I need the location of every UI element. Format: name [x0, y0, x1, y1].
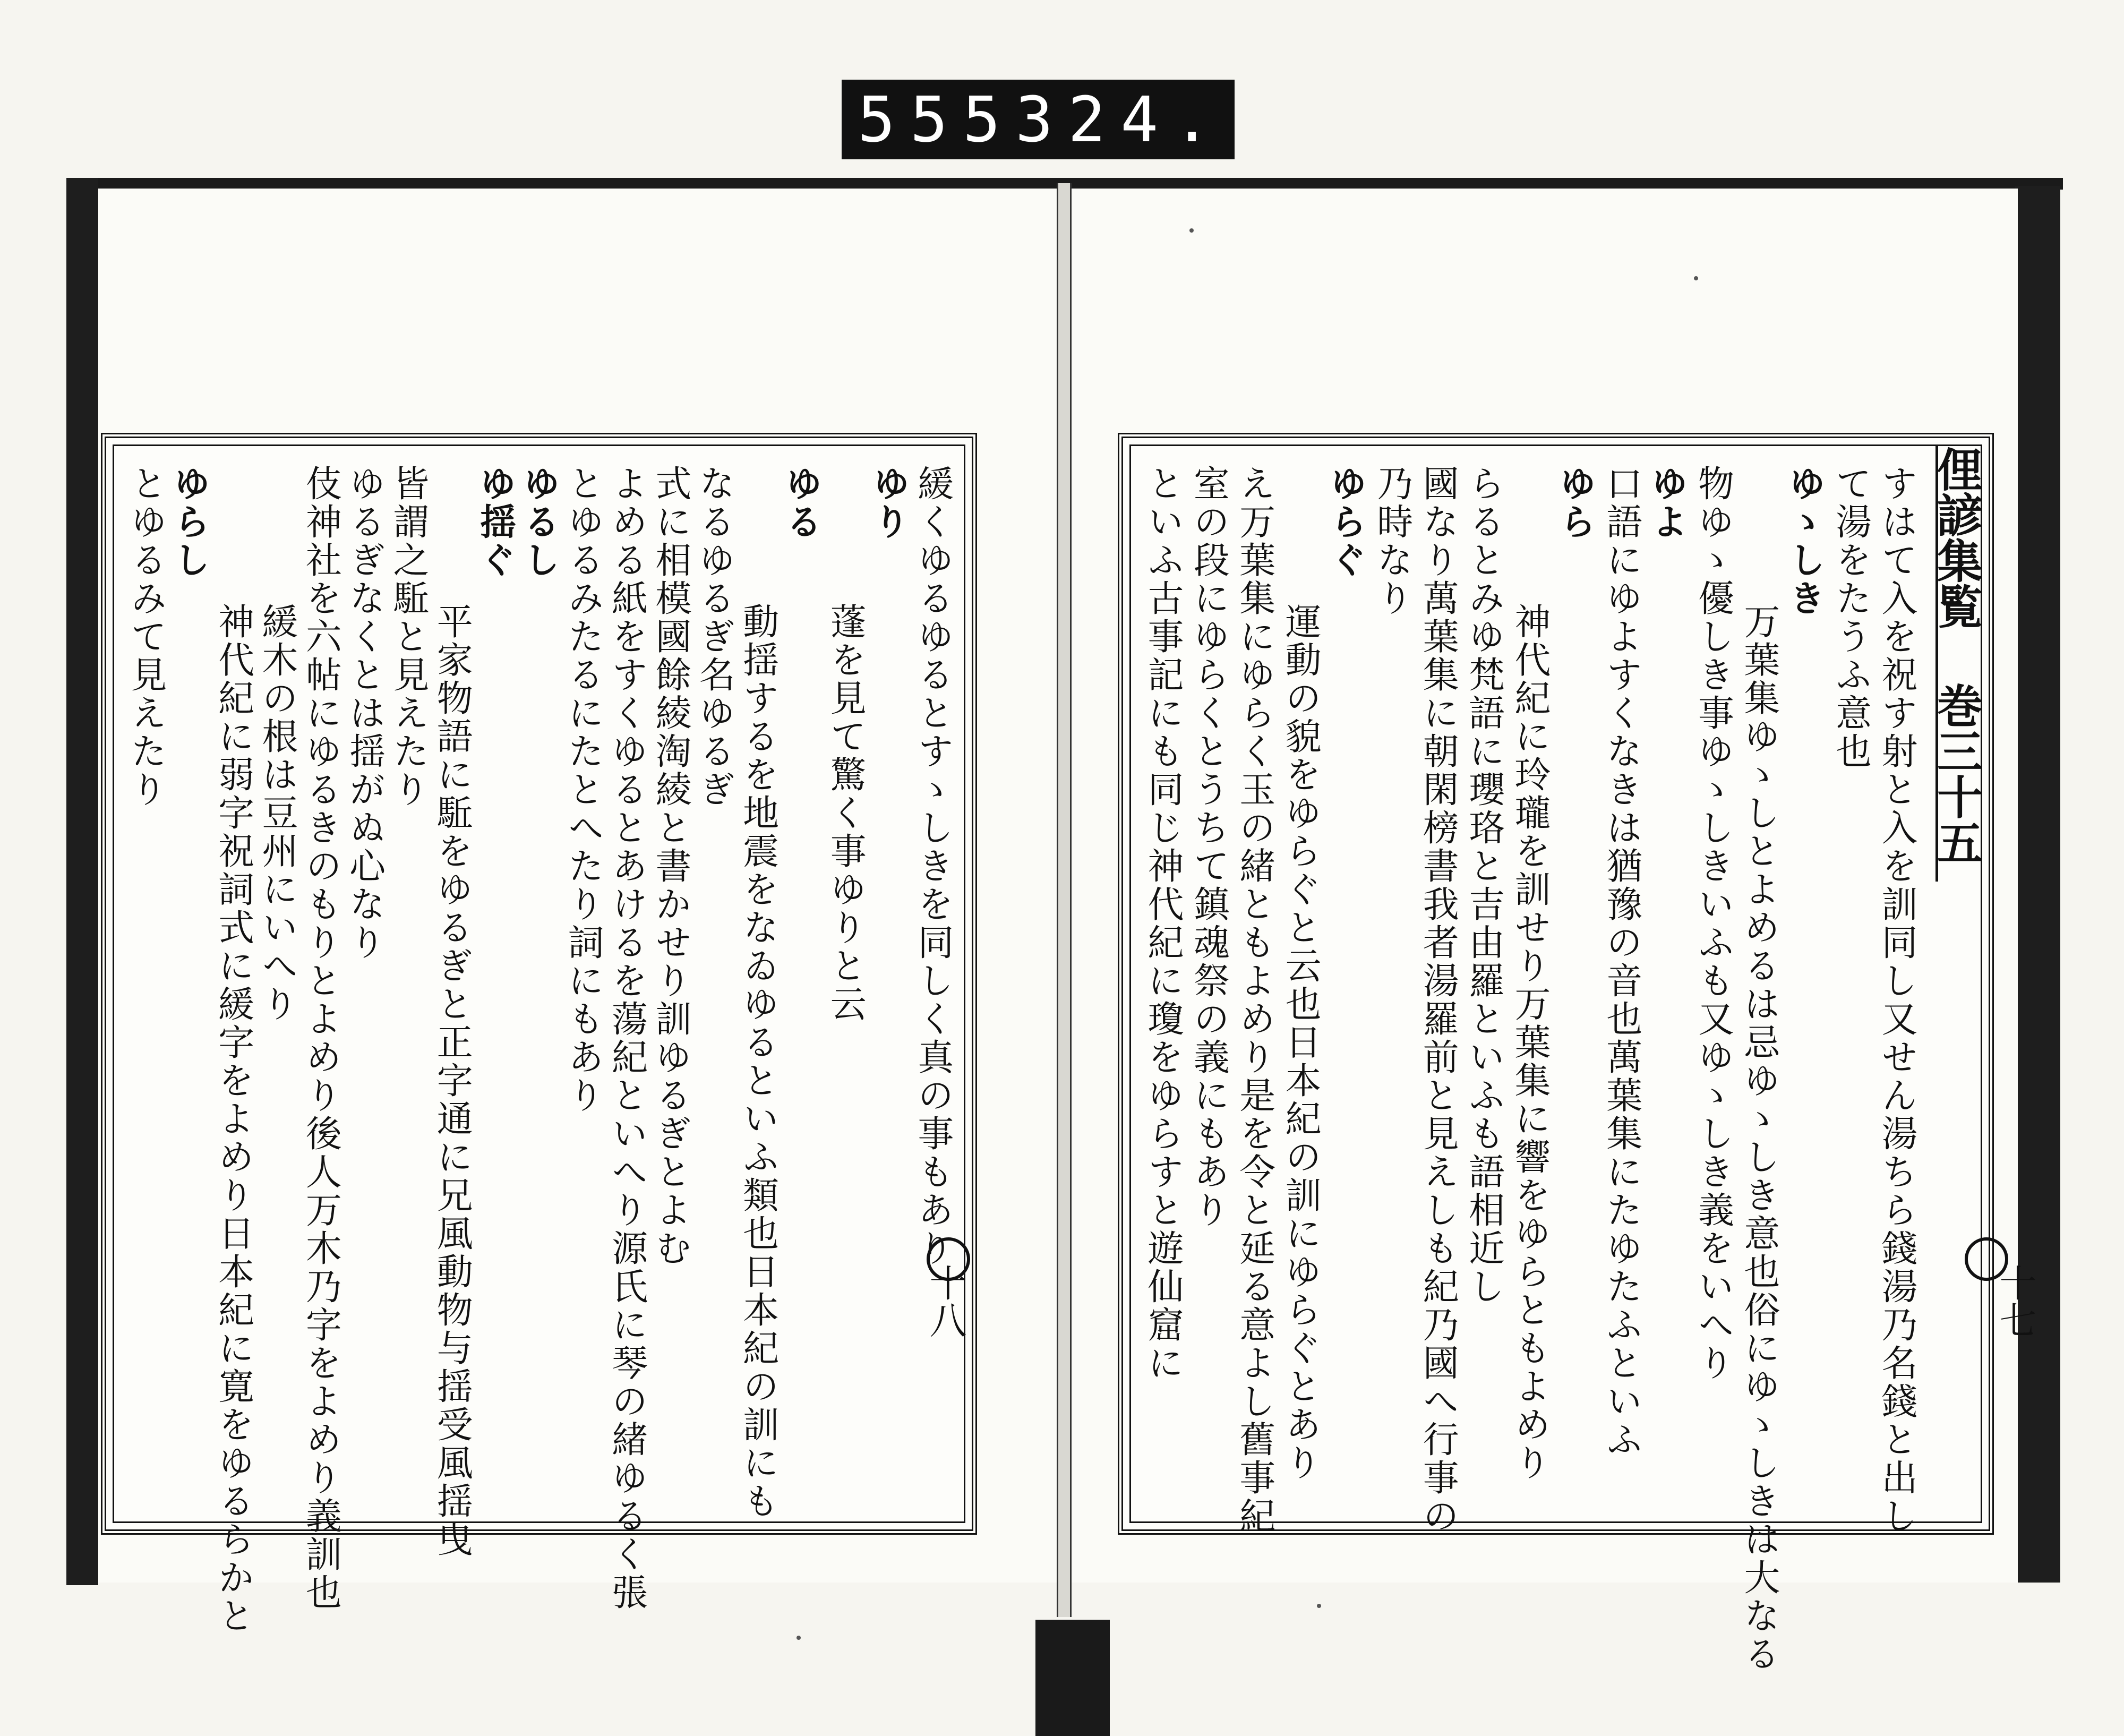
left-folio: 十八 [923, 1264, 967, 1338]
left-text-frame [101, 433, 977, 1635]
call-number-label [842, 80, 1235, 159]
left-col-10: ゆ揺ぐ [474, 465, 517, 579]
book-left-edge [66, 178, 98, 1585]
left-col-7: よめる紙をすくゆるとあけるを蕩紀といへり源氏に琴の緒ゆるく張 [605, 465, 648, 1612]
book-gutter-foot [1035, 1620, 1110, 1736]
call-number-a: 555 [858, 83, 1016, 156]
left-col-11: 平家物語に駈をゆるぎと正字通に兄風動物与揺受風揺曳 [431, 603, 473, 1559]
right-col-11: 乃時なり [1371, 465, 1413, 618]
left-col-13: ゆるぎなくとは揺がぬ心なり [343, 465, 386, 962]
left-col-16: 神代紀に弱字祝詞式に緩字をよめり日本紀に寛をゆるらかと [212, 603, 254, 1635]
scan-speck [1694, 276, 1698, 280]
left-col-15: 緩木の根は豆州にいへり [255, 603, 298, 1023]
left-col-1: ゆり [867, 465, 910, 541]
left-col-14: 伎神社を六帖にゆるきのもりとよめり後人万木乃字をよめり義訓也 [299, 465, 342, 1612]
right-col-8: 神代紀に玲瓏を訓せり万葉集に響をゆらともよめり [1509, 603, 1551, 1482]
right-col-12: ゆらぐ [1324, 465, 1367, 579]
right-page-title: 俚諺集覧 巻三十五 [1935, 446, 1989, 882]
right-col-16: といふ古事記にも同じ神代紀に瓊をゆらすと遊仙窟に [1142, 465, 1184, 1382]
right-col-14: え万葉集にゆらく玉の緒ともよめり是を令と延る意よし舊事紀 [1233, 465, 1275, 1535]
call-number-b: 324. [1015, 83, 1226, 156]
right-text-columns [1142, 465, 1917, 1673]
left-col-0: 緩くゆるゆるとすゝしきを同しく真の事もあり [911, 465, 954, 1268]
right-col-15: 室の段にゆらくとうちて鎮魂祭の義にもあり [1187, 465, 1230, 1229]
left-col-17: ゆらし [168, 465, 211, 579]
right-col-3: 万葉集ゆゝしとよめるは忌ゆゝしき意也俗にゆゝしきは大なる [1737, 603, 1780, 1673]
left-text-columns [125, 465, 954, 1635]
right-col-2: ゆゝしき [1783, 465, 1826, 618]
right-text-frame [1118, 433, 1994, 1673]
left-col-9: ゆるし [517, 465, 560, 579]
right-col-9: らるとみゆ梵語に瓔珞と吉由羅といふも語相近し [1462, 465, 1505, 1306]
left-col-18: とゆるみて見えたり [125, 465, 167, 809]
left-col-3: ゆる [780, 465, 823, 541]
left-col-8: とゆるみたるにたとへたり詞にもあり [562, 465, 604, 1115]
right-folio: 十七 [1993, 1264, 2037, 1338]
right-col-1: て湯をたうふ意也 [1829, 465, 1872, 771]
book-gutter [1057, 183, 1072, 1617]
right-col-6: 口語にゆよすくなきは猶豫の音也萬葉集にたゆたふといふ [1600, 465, 1642, 1459]
right-col-10: 國なり萬葉集に朝閑榜書我者湯羅前と見えしも紀乃國へ行事の [1417, 465, 1459, 1535]
left-col-4: 動揺するを地震をなゐゆるといふ類也日本紀の訓にも [736, 603, 779, 1520]
left-col-2: 蓬を見て驚く事ゆりと云 [824, 603, 867, 1023]
scan-speck [1317, 1604, 1321, 1608]
right-col-13: 運動の貌をゆらぐと云也日本紀の訓にゆらぐとあり [1279, 603, 1322, 1482]
book-right-edge [2015, 186, 2060, 1583]
right-col-7: ゆら [1554, 465, 1597, 541]
left-col-6: 式に相模國餘綾淘綾と書かせり訓ゆるぎとよむ [649, 465, 691, 1268]
left-col-5: なるゆるぎ名ゆるぎ [693, 465, 735, 809]
scan-speck [796, 1636, 801, 1640]
left-col-12: 皆謂之駈と見えたり [387, 465, 429, 809]
right-col-4: 物ゆゝ優しき事ゆゝしきいふも又ゆゝしき義をいへり [1692, 465, 1734, 1382]
scan-speck [1189, 228, 1194, 233]
right-col-5: ゆよ [1646, 465, 1689, 541]
right-col-0: すはて入を祝す射と入を訓同し又せん湯ちら錢湯乃名錢と出し [1875, 465, 1917, 1535]
